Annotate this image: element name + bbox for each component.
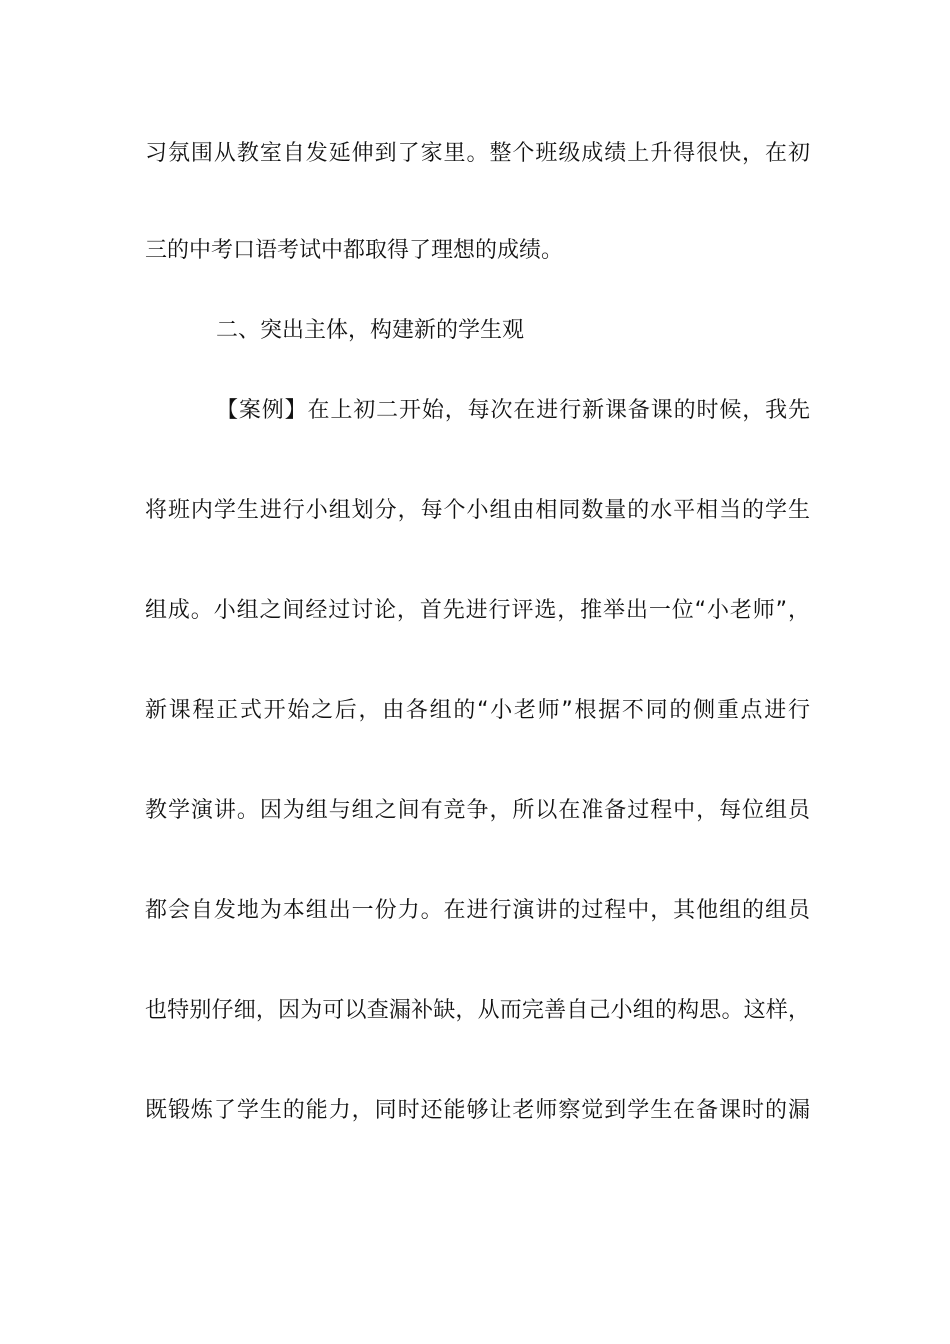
body-text-line: 既锻炼了学生的能力，同时还能够让老师察觉到学生在备课时的漏 bbox=[145, 1098, 810, 1123]
body-text-line: 教学演讲。因为组与组之间有竞争，所以在准备过程中，每位组员 bbox=[145, 798, 810, 823]
body-text-line: 【案例】在上初二开始，每次在进行新课备课的时候，我先 bbox=[216, 398, 810, 423]
body-text-line: 也特别仔细，因为可以查漏补缺，从而完善自己小组的构思。这样， bbox=[145, 998, 810, 1023]
body-text-line: 组成。小组之间经过讨论，首先进行评选，推举出一位“小老师”， bbox=[145, 598, 810, 623]
body-text-line: 三的中考口语考试中都取得了理想的成绩。 bbox=[145, 238, 564, 263]
body-text-line: 都会自发地为本组出一份力。在进行演讲的过程中，其他组的组员 bbox=[145, 898, 810, 923]
body-text-line: 将班内学生进行小组划分，每个小组由相同数量的水平相当的学生 bbox=[145, 498, 810, 523]
body-text-line: 习氛围从教室自发延伸到了家里。整个班级成绩上升得很快，在初 bbox=[145, 141, 810, 166]
section-heading: 二、突出主体，构建新的学生观 bbox=[216, 318, 525, 343]
body-text-line: 新课程正式开始之后，由各组的“小老师”根据不同的侧重点进行 bbox=[145, 698, 810, 723]
